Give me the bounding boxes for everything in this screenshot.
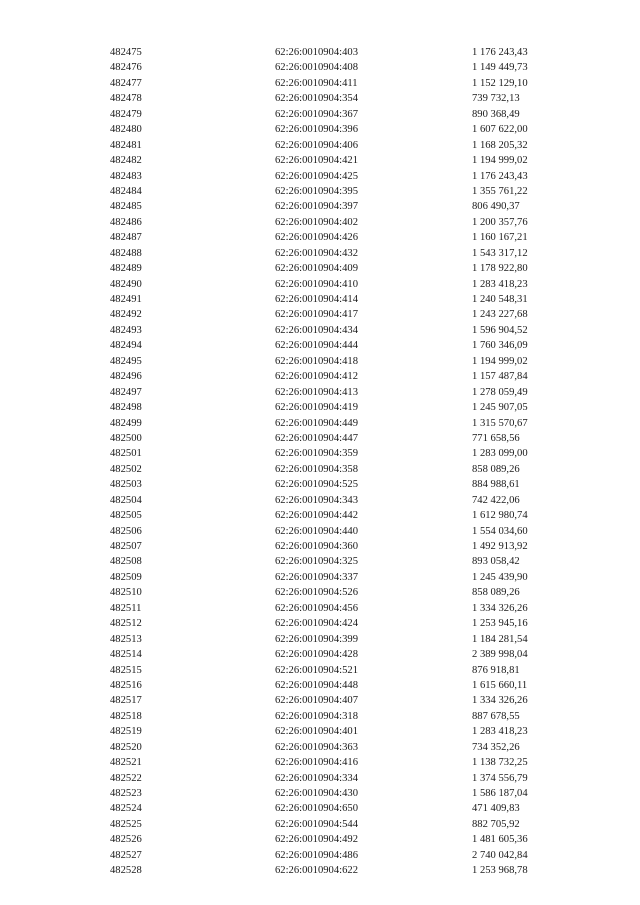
cadastral-number: 62:26:0010904:622 bbox=[275, 865, 358, 877]
cadastral-number: 62:26:0010904:412 bbox=[275, 371, 358, 383]
cadastral-value: 471 409,83 bbox=[472, 803, 520, 815]
cadastral-number: 62:26:0010904:334 bbox=[275, 772, 358, 784]
table-row bbox=[0, 153, 640, 168]
cadastral-number: 62:26:0010904:410 bbox=[275, 278, 358, 290]
row-number: 482497 bbox=[110, 386, 142, 398]
cadastral-value: 1 607 622,00 bbox=[472, 124, 528, 136]
cadastral-number: 62:26:0010904:409 bbox=[275, 263, 358, 275]
row-number: 482515 bbox=[110, 664, 142, 676]
cadastral-number: 62:26:0010904:421 bbox=[275, 155, 358, 167]
row-number: 482519 bbox=[110, 726, 142, 738]
cadastral-value: 1 245 907,05 bbox=[472, 402, 528, 414]
cadastral-value-table bbox=[0, 45, 640, 879]
cadastral-number: 62:26:0010904:413 bbox=[275, 386, 358, 398]
cadastral-value: 1 612 980,74 bbox=[472, 510, 528, 522]
table-row bbox=[0, 601, 640, 616]
cadastral-value: 884 988,61 bbox=[472, 479, 520, 491]
cadastral-value: 1 283 099,00 bbox=[472, 448, 528, 460]
row-number: 482483 bbox=[110, 170, 142, 182]
row-number: 482490 bbox=[110, 278, 142, 290]
table-row bbox=[0, 493, 640, 508]
table-row bbox=[0, 354, 640, 369]
row-number: 482510 bbox=[110, 587, 142, 599]
table-row bbox=[0, 678, 640, 693]
cadastral-number: 62:26:0010904:354 bbox=[275, 93, 358, 105]
row-number: 482484 bbox=[110, 185, 142, 197]
cadastral-value: 1 138 732,25 bbox=[472, 757, 528, 769]
table-row bbox=[0, 848, 640, 863]
table-row bbox=[0, 724, 640, 739]
row-number: 482514 bbox=[110, 649, 142, 661]
cadastral-value: 1 554 034,60 bbox=[472, 525, 528, 537]
table-row bbox=[0, 771, 640, 786]
table-row bbox=[0, 230, 640, 245]
cadastral-value: 1 374 556,79 bbox=[472, 772, 528, 784]
table-row bbox=[0, 709, 640, 724]
cadastral-number: 62:26:0010904:403 bbox=[275, 47, 358, 58]
row-number: 482525 bbox=[110, 818, 142, 830]
row-number: 482480 bbox=[110, 124, 142, 136]
table-row bbox=[0, 570, 640, 585]
cadastral-number: 62:26:0010904:544 bbox=[275, 818, 358, 830]
table-row bbox=[0, 416, 640, 431]
cadastral-value: 1 243 227,68 bbox=[472, 309, 528, 321]
table-row bbox=[0, 184, 640, 199]
row-number: 482505 bbox=[110, 510, 142, 522]
cadastral-number: 62:26:0010904:521 bbox=[275, 664, 358, 676]
cadastral-value: 1 334 326,26 bbox=[472, 695, 528, 707]
table-row bbox=[0, 215, 640, 230]
cadastral-number: 62:26:0010904:396 bbox=[275, 124, 358, 136]
row-number: 482500 bbox=[110, 432, 142, 444]
table-row bbox=[0, 554, 640, 569]
table-row bbox=[0, 740, 640, 755]
row-number: 482512 bbox=[110, 618, 142, 630]
cadastral-value: 739 732,13 bbox=[472, 93, 520, 105]
cadastral-number: 62:26:0010904:406 bbox=[275, 139, 358, 151]
cadastral-value: 1 586 187,04 bbox=[472, 788, 528, 799]
row-number: 482499 bbox=[110, 417, 142, 429]
cadastral-number: 62:26:0010904:428 bbox=[275, 649, 358, 661]
row-number: 482523 bbox=[110, 788, 142, 799]
cadastral-number: 62:26:0010904:447 bbox=[275, 432, 358, 444]
row-number: 482491 bbox=[110, 294, 142, 305]
cadastral-number: 62:26:0010904:401 bbox=[275, 726, 358, 738]
cadastral-value: 1 168 205,32 bbox=[472, 139, 528, 151]
table-row bbox=[0, 524, 640, 539]
cadastral-value: 1 543 317,12 bbox=[472, 247, 528, 259]
cadastral-number: 62:26:0010904:402 bbox=[275, 216, 358, 228]
cadastral-number: 62:26:0010904:399 bbox=[275, 633, 358, 645]
table-row bbox=[0, 477, 640, 492]
cadastral-number: 62:26:0010904:411 bbox=[275, 77, 358, 89]
table-row bbox=[0, 462, 640, 477]
table-row bbox=[0, 91, 640, 106]
row-number: 482501 bbox=[110, 448, 142, 460]
row-number: 482486 bbox=[110, 216, 142, 228]
row-number: 482508 bbox=[110, 556, 142, 568]
cadastral-value: 771 658,56 bbox=[472, 432, 520, 444]
row-number: 482521 bbox=[110, 757, 142, 769]
table-row bbox=[0, 385, 640, 400]
table-row bbox=[0, 169, 640, 184]
cadastral-value: 1 760 346,09 bbox=[472, 340, 528, 352]
row-number: 482516 bbox=[110, 679, 142, 691]
row-number: 482518 bbox=[110, 710, 142, 722]
row-number: 482526 bbox=[110, 834, 142, 846]
row-number: 482507 bbox=[110, 541, 142, 552]
cadastral-number: 62:26:0010904:367 bbox=[275, 108, 358, 120]
table-row bbox=[0, 663, 640, 678]
cadastral-number: 62:26:0010904:408 bbox=[275, 62, 358, 74]
table-row bbox=[0, 446, 640, 461]
cadastral-number: 62:26:0010904:449 bbox=[275, 417, 358, 429]
table-row bbox=[0, 261, 640, 276]
cadastral-value: 1 253 945,16 bbox=[472, 618, 528, 630]
table-row bbox=[0, 138, 640, 153]
table-row bbox=[0, 323, 640, 338]
table-row bbox=[0, 60, 640, 75]
table-row bbox=[0, 76, 640, 91]
cadastral-value: 1 160 167,21 bbox=[472, 232, 528, 244]
table-row bbox=[0, 307, 640, 322]
row-number: 482496 bbox=[110, 371, 142, 383]
row-number: 482513 bbox=[110, 633, 142, 645]
row-number: 482493 bbox=[110, 324, 142, 336]
cadastral-number: 62:26:0010904:359 bbox=[275, 448, 358, 460]
table-row bbox=[0, 616, 640, 631]
cadastral-number: 62:26:0010904:395 bbox=[275, 185, 358, 197]
row-number: 482524 bbox=[110, 803, 142, 815]
cadastral-value: 882 705,92 bbox=[472, 818, 520, 830]
table-row bbox=[0, 45, 640, 60]
cadastral-number: 62:26:0010904:360 bbox=[275, 541, 358, 552]
cadastral-number: 62:26:0010904:325 bbox=[275, 556, 358, 568]
cadastral-number: 62:26:0010904:318 bbox=[275, 710, 358, 722]
row-number: 482492 bbox=[110, 309, 142, 321]
cadastral-number: 62:26:0010904:486 bbox=[275, 849, 358, 861]
cadastral-number: 62:26:0010904:432 bbox=[275, 247, 358, 259]
cadastral-number: 62:26:0010904:440 bbox=[275, 525, 358, 537]
table-row bbox=[0, 863, 640, 878]
cadastral-number: 62:26:0010904:418 bbox=[275, 355, 358, 367]
cadastral-number: 62:26:0010904:650 bbox=[275, 803, 358, 815]
row-number: 482506 bbox=[110, 525, 142, 537]
cadastral-value: 1 194 999,02 bbox=[472, 355, 528, 367]
cadastral-value: 1 152 129,10 bbox=[472, 77, 528, 89]
cadastral-value: 2 389 998,04 bbox=[472, 649, 528, 661]
cadastral-number: 62:26:0010904:419 bbox=[275, 402, 358, 414]
table-row bbox=[0, 338, 640, 353]
cadastral-value: 876 918,81 bbox=[472, 664, 520, 676]
table-row bbox=[0, 199, 640, 214]
cadastral-number: 62:26:0010904:492 bbox=[275, 834, 358, 846]
row-number: 482481 bbox=[110, 139, 142, 151]
cadastral-number: 62:26:0010904:442 bbox=[275, 510, 358, 522]
cadastral-number: 62:26:0010904:414 bbox=[275, 294, 358, 305]
cadastral-number: 62:26:0010904:526 bbox=[275, 587, 358, 599]
cadastral-value: 806 490,37 bbox=[472, 201, 520, 213]
row-number: 482495 bbox=[110, 355, 142, 367]
cadastral-number: 62:26:0010904:456 bbox=[275, 602, 358, 614]
cadastral-value: 1 253 968,78 bbox=[472, 865, 528, 877]
cadastral-value: 858 089,26 bbox=[472, 587, 520, 599]
cadastral-value: 1 481 605,36 bbox=[472, 834, 528, 846]
row-number: 482528 bbox=[110, 865, 142, 877]
cadastral-number: 62:26:0010904:525 bbox=[275, 479, 358, 491]
cadastral-value: 890 368,49 bbox=[472, 108, 520, 120]
row-number: 482522 bbox=[110, 772, 142, 784]
cadastral-value: 734 352,26 bbox=[472, 741, 520, 753]
row-number: 482517 bbox=[110, 695, 142, 707]
cadastral-value: 1 245 439,90 bbox=[472, 571, 528, 583]
cadastral-value: 893 058,42 bbox=[472, 556, 520, 568]
cadastral-value: 1 194 999,02 bbox=[472, 155, 528, 167]
cadastral-value: 1 200 357,76 bbox=[472, 216, 528, 228]
table-row bbox=[0, 246, 640, 261]
cadastral-value: 1 355 761,22 bbox=[472, 185, 528, 197]
table-row bbox=[0, 801, 640, 816]
row-number: 482511 bbox=[110, 602, 142, 614]
cadastral-value: 1 149 449,73 bbox=[472, 62, 528, 74]
cadastral-number: 62:26:0010904:424 bbox=[275, 618, 358, 630]
table-row bbox=[0, 647, 640, 662]
table-row bbox=[0, 832, 640, 847]
cadastral-value: 1 178 922,80 bbox=[472, 263, 528, 275]
row-number: 482509 bbox=[110, 571, 142, 583]
row-number: 482475 bbox=[110, 47, 142, 58]
cadastral-value: 1 240 548,31 bbox=[472, 294, 528, 305]
table-row bbox=[0, 539, 640, 554]
cadastral-number: 62:26:0010904:434 bbox=[275, 324, 358, 336]
row-number: 482476 bbox=[110, 62, 142, 74]
table-row bbox=[0, 755, 640, 770]
table-row bbox=[0, 632, 640, 647]
table-row bbox=[0, 817, 640, 832]
cadastral-number: 62:26:0010904:448 bbox=[275, 679, 358, 691]
row-number: 482520 bbox=[110, 741, 142, 753]
cadastral-number: 62:26:0010904:337 bbox=[275, 571, 358, 583]
row-number: 482503 bbox=[110, 479, 142, 491]
cadastral-value: 1 278 059,49 bbox=[472, 386, 528, 398]
cadastral-number: 62:26:0010904:397 bbox=[275, 201, 358, 213]
row-number: 482477 bbox=[110, 77, 142, 89]
cadastral-value: 1 615 660,11 bbox=[472, 679, 528, 691]
table-row bbox=[0, 107, 640, 122]
cadastral-value: 1 283 418,23 bbox=[472, 278, 528, 290]
cadastral-number: 62:26:0010904:416 bbox=[275, 757, 358, 769]
table-row bbox=[0, 277, 640, 292]
row-number: 482494 bbox=[110, 340, 142, 352]
cadastral-number: 62:26:0010904:417 bbox=[275, 309, 358, 321]
table-row bbox=[0, 786, 640, 801]
row-number: 482487 bbox=[110, 232, 142, 244]
cadastral-value: 1 315 570,67 bbox=[472, 417, 528, 429]
row-number: 482485 bbox=[110, 201, 142, 213]
table-row bbox=[0, 369, 640, 384]
table-row bbox=[0, 585, 640, 600]
row-number: 482498 bbox=[110, 402, 142, 414]
cadastral-number: 62:26:0010904:363 bbox=[275, 741, 358, 753]
cadastral-number: 62:26:0010904:444 bbox=[275, 340, 358, 352]
row-number: 482527 bbox=[110, 849, 142, 861]
row-number: 482489 bbox=[110, 263, 142, 275]
cadastral-number: 62:26:0010904:343 bbox=[275, 494, 358, 506]
row-number: 482502 bbox=[110, 463, 142, 475]
cadastral-value: 1 283 418,23 bbox=[472, 726, 528, 738]
cadastral-value: 1 176 243,43 bbox=[472, 170, 528, 182]
cadastral-value: 2 740 042,84 bbox=[472, 849, 528, 861]
cadastral-value: 1 492 913,92 bbox=[472, 541, 528, 552]
cadastral-value: 1 596 904,52 bbox=[472, 324, 528, 336]
cadastral-value: 1 334 326,26 bbox=[472, 602, 528, 614]
cadastral-number: 62:26:0010904:358 bbox=[275, 463, 358, 475]
cadastral-value: 1 157 487,84 bbox=[472, 371, 528, 383]
row-number: 482504 bbox=[110, 494, 142, 506]
row-number: 482479 bbox=[110, 108, 142, 120]
cadastral-value: 887 678,55 bbox=[472, 710, 520, 722]
row-number: 482478 bbox=[110, 93, 142, 105]
cadastral-value: 858 089,26 bbox=[472, 463, 520, 475]
table-row bbox=[0, 508, 640, 523]
cadastral-number: 62:26:0010904:430 bbox=[275, 788, 358, 799]
cadastral-number: 62:26:0010904:407 bbox=[275, 695, 358, 707]
table-row bbox=[0, 431, 640, 446]
cadastral-number: 62:26:0010904:426 bbox=[275, 232, 358, 244]
cadastral-value: 742 422,06 bbox=[472, 494, 520, 506]
table-row bbox=[0, 292, 640, 307]
row-number: 482488 bbox=[110, 247, 142, 259]
cadastral-number: 62:26:0010904:425 bbox=[275, 170, 358, 182]
table-row bbox=[0, 400, 640, 415]
table-row bbox=[0, 122, 640, 137]
cadastral-value: 1 184 281,54 bbox=[472, 633, 528, 645]
row-number: 482482 bbox=[110, 155, 142, 167]
cadastral-value: 1 176 243,43 bbox=[472, 47, 528, 58]
table-row bbox=[0, 693, 640, 708]
